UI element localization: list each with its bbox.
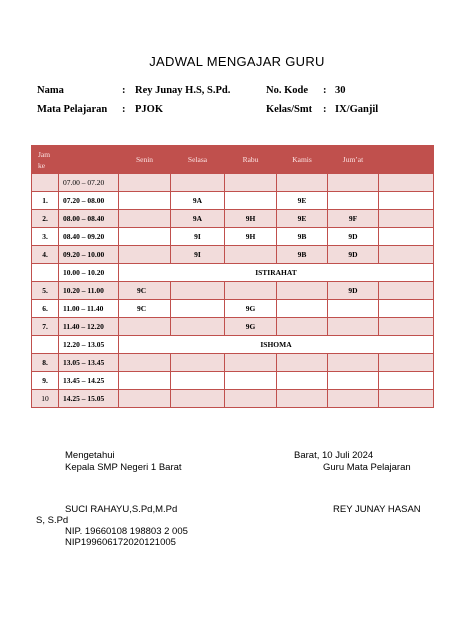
cell-senin [119, 192, 171, 210]
row-time: 13.05 – 13.45 [59, 354, 119, 372]
table-row [32, 246, 434, 264]
cell-selasa [171, 174, 225, 192]
cell-selasa: 9I [171, 246, 225, 264]
cell-jumat: 9D [328, 228, 379, 246]
cell-senin: 9C [119, 300, 171, 318]
cell-kamis: 9E [277, 192, 328, 210]
row-number: 9. [32, 372, 59, 390]
cell-rabu [225, 174, 277, 192]
row-number: 2. [32, 210, 59, 228]
row-time: 14.25 – 15.05 [59, 390, 119, 408]
cell-extra [379, 390, 434, 408]
cell-kamis [277, 390, 328, 408]
sig-left-nip: NIP. 19660108 198803 2 005 [65, 526, 188, 537]
cell-kamis [277, 174, 328, 192]
cell-extra [379, 192, 434, 210]
kelas-value: IX/Ganjil [335, 104, 379, 115]
mapel-colon: : [122, 104, 126, 115]
table-row [32, 282, 434, 300]
table-row [32, 372, 434, 390]
cell-extra [379, 174, 434, 192]
header-selasa: Selasa [171, 146, 225, 174]
sig-right-place-date: Barat, 10 Juli 2024 [294, 450, 374, 461]
cell-extra [379, 318, 434, 336]
cell-kamis [277, 372, 328, 390]
kode-colon: : [323, 85, 327, 96]
row-number: 1. [32, 192, 59, 210]
row-number: 7. [32, 318, 59, 336]
cell-jumat [328, 192, 379, 210]
cell-selasa [171, 300, 225, 318]
cell-kamis: 9E [277, 210, 328, 228]
table-row [32, 192, 434, 210]
cell-rabu [225, 192, 277, 210]
table-row [32, 318, 434, 336]
cell-senin [119, 318, 171, 336]
cell-selasa [171, 318, 225, 336]
row-time: 07.00 – 07.20 [59, 174, 119, 192]
nama-value: Rey Junay H.S, S.Pd. [135, 85, 231, 96]
row-time: 12.20 – 13.05 [59, 336, 119, 354]
cell-extra [379, 354, 434, 372]
kelas-label: Kelas/Smt [266, 104, 313, 115]
cell-rabu [225, 354, 277, 372]
row-number: 10 [32, 390, 59, 408]
row-time: 11.40 – 12.20 [59, 318, 119, 336]
cell-selasa [171, 282, 225, 300]
cell-kamis [277, 318, 328, 336]
mapel-value: PJOK [135, 104, 163, 115]
row-time: 07.20 – 08.00 [59, 192, 119, 210]
row-number: 4. [32, 246, 59, 264]
cell-extra [379, 228, 434, 246]
cell-jumat [328, 390, 379, 408]
row-number [32, 264, 59, 282]
kode-label: No. Kode [266, 85, 308, 96]
cell-rabu [225, 390, 277, 408]
mapel-label: Mata Pelajaran [37, 104, 108, 115]
header-jumat: Jum’at [328, 146, 379, 174]
cell-kamis [277, 300, 328, 318]
page-title: JADWAL MENGAJAR GURU [149, 54, 325, 69]
row-time: 10.00 – 10.20 [59, 264, 119, 282]
row-time: 10.20 – 11.00 [59, 282, 119, 300]
nama-label: Nama [37, 85, 64, 96]
row-time: 09.20 – 10.00 [59, 246, 119, 264]
row-number [32, 174, 59, 192]
cell-jumat [328, 174, 379, 192]
cell-rabu [225, 282, 277, 300]
kode-value: 30 [335, 85, 346, 96]
table-row [32, 228, 434, 246]
cell-jumat: 9D [328, 246, 379, 264]
cell-extra [379, 210, 434, 228]
table-row [32, 174, 434, 192]
header-kamis: Kamis [277, 146, 328, 174]
cell-extra [379, 246, 434, 264]
schedule-table [31, 145, 434, 408]
cell-rabu: 9G [225, 318, 277, 336]
table-row [32, 390, 434, 408]
cell-selasa [171, 390, 225, 408]
cell-rabu [225, 372, 277, 390]
cell-senin [119, 210, 171, 228]
sig-right-name: REY JUNAY HASAN [333, 504, 421, 515]
cell-rabu: 9H [225, 228, 277, 246]
cell-kamis: 9B [277, 228, 328, 246]
cell-senin [119, 390, 171, 408]
cell-rabu: 9G [225, 300, 277, 318]
cell-senin [119, 228, 171, 246]
cell-senin [119, 174, 171, 192]
cell-extra [379, 372, 434, 390]
cell-selasa [171, 354, 225, 372]
nama-colon: : [122, 85, 126, 96]
table-row [32, 354, 434, 372]
sig-right-name-cont: S, S.Pd [36, 515, 69, 526]
header-senin: Senin [119, 146, 171, 174]
row-time: 08.40 – 09.20 [59, 228, 119, 246]
sig-right-nip: NIP199606172020121005 [65, 537, 176, 548]
cell-kamis: 9B [277, 246, 328, 264]
row-number: 6. [32, 300, 59, 318]
cell-jumat [328, 354, 379, 372]
sig-right-position: Guru Mata Pelajaran [323, 462, 411, 473]
row-time: 11.00 – 11.40 [59, 300, 119, 318]
kelas-colon: : [323, 104, 327, 115]
cell-rabu [225, 246, 277, 264]
row-number: 5. [32, 282, 59, 300]
cell-jumat: 9F [328, 210, 379, 228]
table-row-break [32, 336, 434, 354]
cell-senin [119, 354, 171, 372]
cell-selasa: 9A [171, 192, 225, 210]
cell-selasa: 9I [171, 228, 225, 246]
row-number: 8. [32, 354, 59, 372]
cell-senin [119, 246, 171, 264]
cell-jumat [328, 372, 379, 390]
row-time: 08.00 – 08.40 [59, 210, 119, 228]
sig-left-position: Kepala SMP Negeri 1 Barat [65, 462, 182, 473]
table-row-break [32, 264, 434, 282]
cell-jumat [328, 300, 379, 318]
cell-selasa: 9A [171, 210, 225, 228]
cell-selasa [171, 372, 225, 390]
cell-rabu: 9H [225, 210, 277, 228]
header-rabu: Rabu [225, 146, 277, 174]
cell-senin: 9C [119, 282, 171, 300]
cell-extra [379, 300, 434, 318]
break-label: ISHOMA [119, 336, 434, 354]
table-header-row [32, 146, 434, 174]
cell-kamis [277, 282, 328, 300]
cell-jumat [328, 318, 379, 336]
cell-extra [379, 282, 434, 300]
row-time: 13.45 – 14.25 [59, 372, 119, 390]
row-number: 3. [32, 228, 59, 246]
cell-jumat: 9D [328, 282, 379, 300]
table-row [32, 210, 434, 228]
sig-left-mengetahui: Mengetahui [65, 450, 115, 461]
table-row [32, 300, 434, 318]
break-label: ISTIRAHAT [119, 264, 434, 282]
cell-senin [119, 372, 171, 390]
header-extra [379, 146, 434, 174]
cell-kamis [277, 354, 328, 372]
row-number [32, 336, 59, 354]
header-jam-ke: Jam ke [32, 146, 119, 174]
sig-left-name: SUCI RAHAYU,S.Pd,M.Pd [65, 504, 178, 515]
